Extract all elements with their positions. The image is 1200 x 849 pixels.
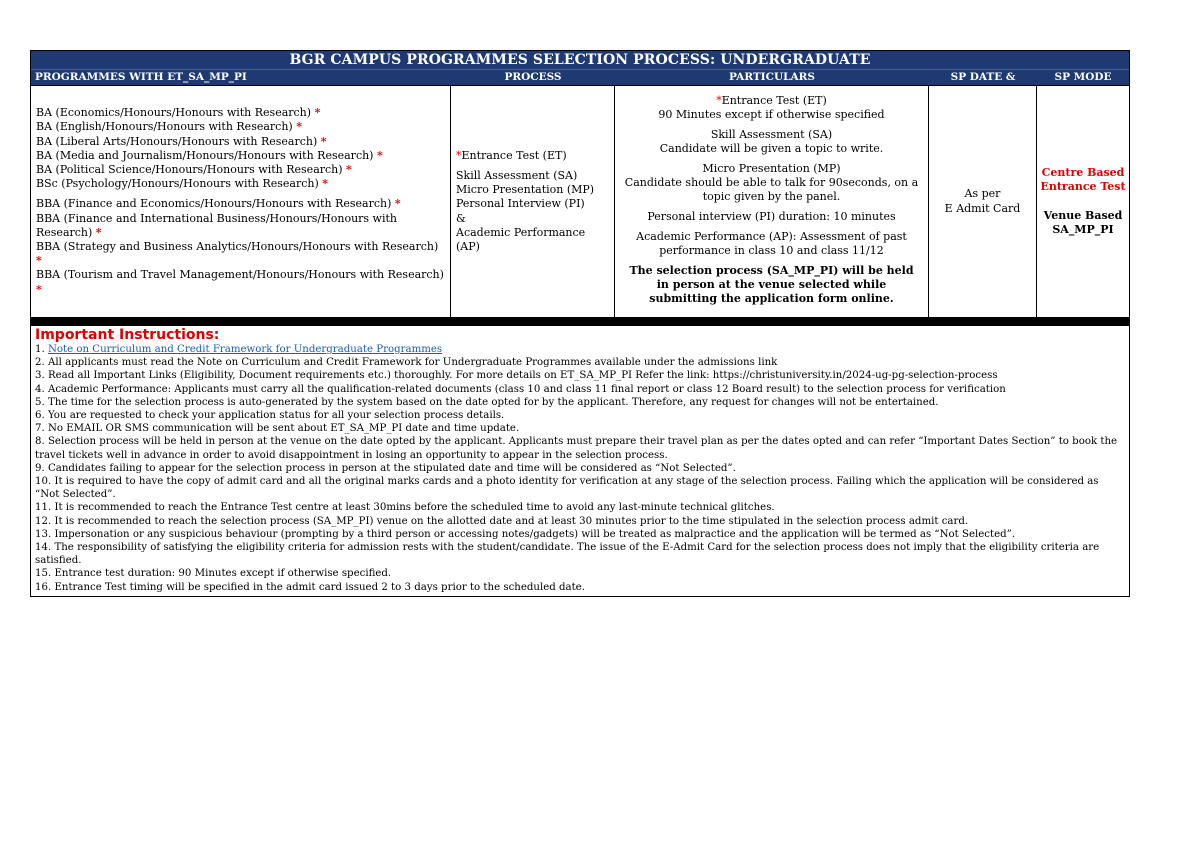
required-star: * — [456, 148, 462, 162]
header-mode: SP MODE — [1054, 71, 1112, 83]
instruction-item: 9. Candidates failing to appear for the selection process in person at the stipulated date and time will be considered as “Not Selected”. — [35, 462, 736, 474]
particulars-pi: Personal interview (PI) duration: 10 minutes — [647, 209, 896, 223]
programme-row — [31, 85, 1129, 317]
required-star: * — [36, 282, 42, 296]
mode-centre-line-2: Entrance Test — [1040, 180, 1126, 194]
programme-name: BA (Media and Journalism/Honours/Honours with Research) — [36, 148, 377, 162]
programme-name: BBA (Tourism and Travel Management/Honours/Honours with Research) — [36, 268, 444, 282]
programme-item — [36, 268, 445, 296]
programme-name: BBA (Strategy and Business Analytics/Honours/Honours with Research) — [36, 240, 439, 253]
programme-item — [36, 135, 445, 149]
process-ap: Academic Performance (AP) — [456, 225, 586, 253]
required-star: * — [320, 134, 327, 148]
instruction-item: 2. All applicants must read the Note on Curriculum and Credit Framework for Undergraduate Programmes available under the admissions link — [35, 357, 778, 369]
mode-centre-line-1: Centre Based — [1041, 166, 1125, 180]
required-star: * — [95, 225, 102, 239]
programme-name: BA (Political Science/Honours/Honours with Research) — [36, 162, 347, 176]
process-sa: Skill Assessment (SA) — [456, 168, 578, 182]
mode-venue-line-1: Venue Based — [1043, 208, 1123, 222]
header-row — [31, 69, 1129, 98]
divider-bar — [31, 317, 1129, 326]
programme-item — [36, 177, 445, 191]
date-line-1: As per — [964, 187, 1001, 201]
ba-programme-list — [36, 106, 445, 191]
date-line-2: E Admit Card — [944, 201, 1021, 215]
programme-item — [36, 240, 445, 268]
instruction-item: 15. Entrance test duration: 90 Minutes except if otherwise specified. — [35, 568, 392, 580]
programme-item — [36, 120, 445, 134]
selection-process-table — [30, 50, 1130, 597]
header-programmes: PROGRAMMES WITH ET_SA_MP_PI — [35, 71, 247, 83]
table-title: BGR CAMPUS PROGRAMMES SELECTION PROCESS: UNDERGRADUATE — [31, 51, 1129, 69]
instructions-section — [31, 326, 1129, 596]
required-star: * — [376, 148, 383, 162]
required-star: * — [322, 177, 329, 191]
instruction-item: 12. It is recommended to reach the selection process (SA_MP_PI) venue on the allotted date and at least 30 minutes prior to the time stipulated in the selection process admit card. — [35, 515, 969, 527]
instruction-item: 4. Academic Performance: Applicants must carry all the qualification-related documents (class 10 and class 11 final report or class 12 Board result) to the selection process for verification — [35, 383, 1006, 395]
instruction-item: 11. It is recommended to reach the Entrance Test centre at least 30mins before the scheduled time to avoid any last-minute technical glitches. — [35, 502, 775, 514]
particulars-note: The selection process (SA_MP_PI) will be held in person at the venue selected while submitting the application form online. — [629, 263, 914, 305]
programme-name: BBA (Finance and Economics/Honours/Honours with Research) — [36, 197, 395, 211]
programme-name: BA (Liberal Arts/Honours/Honours with Research) — [36, 134, 321, 148]
instruction-item: 1. Note on Curriculum and Credit Framework for Undergraduate Programmes — [35, 344, 443, 355]
instruction-item: 3. Read all Important Links (Eligibility, Document requirements etc.) thoroughly. For more details on ET_SA_MP_PI Refer the link: https://christuniversity.in/2024-ug-pg-selection-process — [35, 370, 998, 382]
header-date-time: SP DATE & TIME — [950, 71, 1016, 98]
particulars-sa: Skill Assessment (SA) Candidate will be given a topic to write. — [659, 127, 884, 156]
required-star: * — [346, 162, 352, 176]
particulars-et: *Entrance Test (ET) 90 Minutes except if otherwise specified — [658, 94, 885, 122]
instruction-item: 14. The responsibility of satisfying the eligibility criteria for admission rests with the student/candidate. The issue of the E-Admit Card for the selection process does not imply that the eligibility criteria are satisfied. — [35, 542, 1100, 567]
instructions-title: Important Instructions: — [35, 327, 220, 343]
programme-item — [36, 163, 445, 177]
required-star: * — [296, 120, 302, 134]
particulars-cell — [615, 86, 929, 317]
required-star: * — [314, 106, 321, 120]
curriculum-note-link[interactable]: Note on Curriculum and Credit Framework for Undergraduate Programmes — [47, 344, 443, 355]
header-particulars: PARTICULARS — [729, 71, 815, 83]
required-star: * — [394, 197, 401, 211]
programme-name: BSc (Psychology/Honours/Honours with Research) — [36, 177, 323, 191]
mode-venue-line-2: SA_MP_PI — [1052, 222, 1114, 236]
instruction-item: 5. The time for the selection process is auto-generated by the system based on the date opted for by the applicant. Therefore, any request for changes will not be entertained. — [35, 396, 939, 408]
instruction-item: 6. You are requested to check your application status for all your selection process details. — [35, 410, 505, 422]
header-process: PROCESS — [504, 71, 562, 83]
bba-programme-list — [36, 197, 445, 296]
process-amp: & — [456, 211, 466, 225]
programme-name: BBA (Finance and International Business/Honours/Honours with Research) — [36, 211, 397, 239]
programme-item — [36, 212, 445, 240]
programme-item — [36, 197, 445, 211]
instruction-item: 16. Entrance Test timing will be specified in the admit card issued 2 to 3 days prior to the scheduled date. — [35, 581, 585, 593]
programme-name: BA (English/Honours/Honours with Research) — [36, 120, 297, 134]
process-mp: Micro Presentation (MP) — [456, 183, 595, 197]
mode-cell — [1037, 86, 1129, 317]
required-star: * — [36, 254, 42, 268]
instruction-item: 8. Selection process will be held in person at the venue on the date opted by the applicant. Applicants must prepare their travel plan as per the dates opted and can refer “Important Dates Section” to book the travel tickets well in advance in order to avoid disappointment in losing an opportunity to appear in the selection process. — [35, 436, 1118, 461]
programmes-cell — [31, 86, 451, 317]
instruction-item: 7. No EMAIL OR SMS communication will be sent about ET_SA_MP_PI date and time update. — [35, 423, 520, 435]
process-pi: Personal Interview (PI) — [456, 197, 585, 211]
particulars-mp: Micro Presentation (MP) Candidate should be able to talk for 90seconds, on a topic given by the panel. — [624, 161, 919, 204]
required-star: * — [716, 94, 722, 107]
date-time-cell — [929, 86, 1037, 317]
particulars-ap: Academic Performance (AP): Assessment of past performance in class 10 and class 11/12 — [636, 229, 907, 257]
instruction-item: 10. It is required to have the copy of admit card and all the original marks cards and a photo identity for verification at any stage of the selection process. Failing which the application will be considered as “Not Selected”. — [35, 476, 1099, 501]
process-et: *Entrance Test (ET) — [456, 148, 567, 162]
programme-name: BA (Economics/Honours/Honours with Research) — [36, 106, 315, 120]
programme-item — [36, 106, 445, 120]
process-cell — [451, 86, 615, 317]
instruction-item: 13. Impersonation or any suspicious behaviour (prompting by a third person or accessing notes/gadgets) will be treated as malpractice and the application will be termed as “Not Selected”. — [35, 528, 1016, 540]
programme-item — [36, 149, 445, 163]
instruction-list — [35, 356, 1125, 594]
